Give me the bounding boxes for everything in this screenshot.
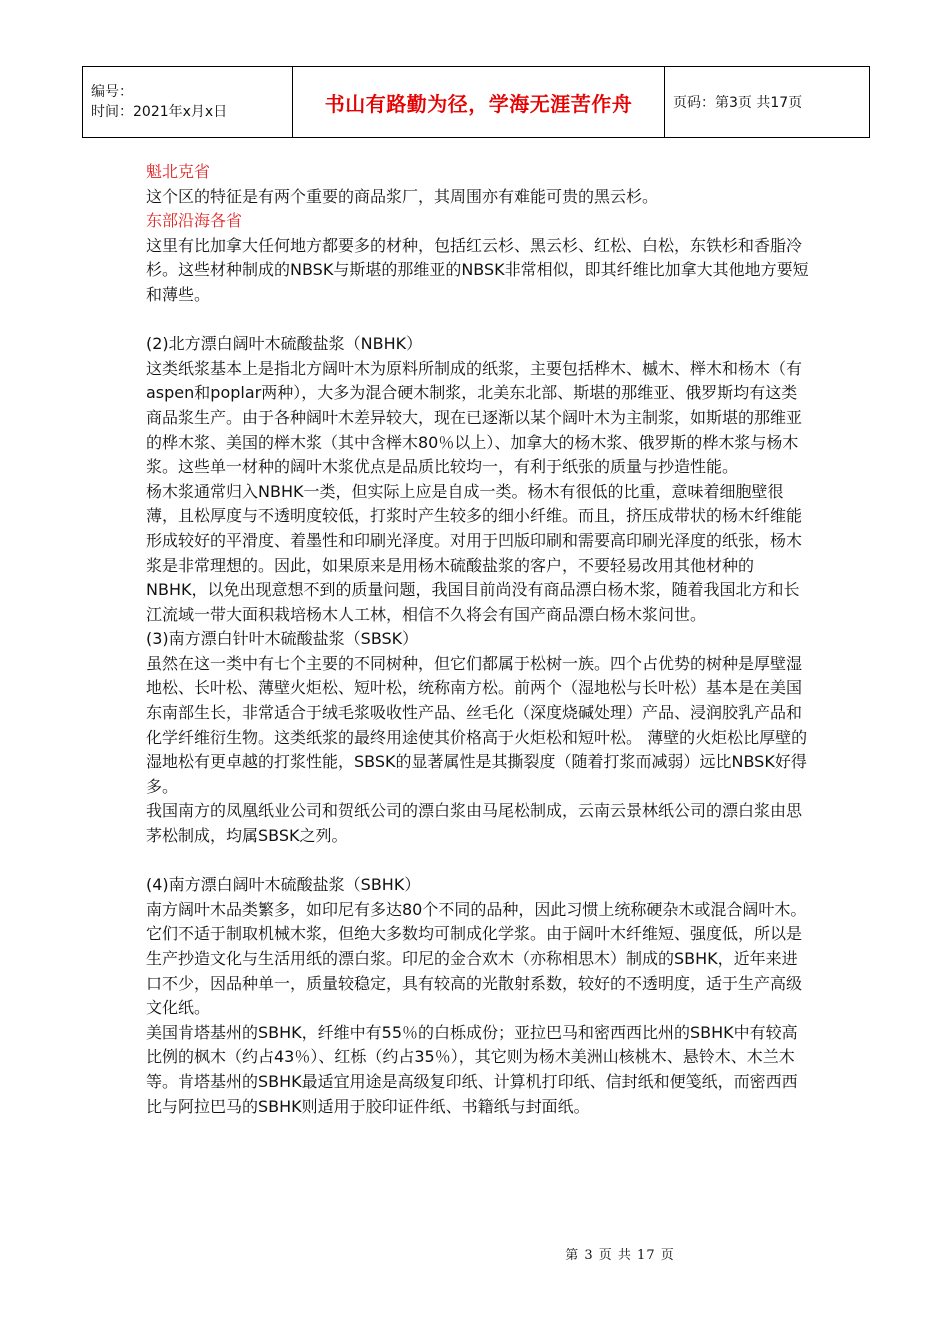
header-table [82, 66, 870, 138]
paragraph-nbhk: 这类纸浆基本上是指北方阔叶木为原料所制成的纸浆，主要包括桦木、槭木、榉木和杨木（有aspen和poplar两种），大多为混合硬木制浆，北美东北部、斯堪的那维亚、俄罗斯均有这类商品浆生产。由于各种阔叶木差异较大，现在已逐渐以某个阔叶木为主制浆，如斯堪的那维亚的桦木浆、美国的榉木浆（其中含榉木80％以上）、加拿大的杨木浆、俄罗斯的桦木浆与杨木浆。这些单一材种的阔叶木浆优点是品质比较均一，有利于纸张的质量与抄造性能。 [146, 358, 803, 477]
heading-nbhk: (2)北方漂白阔叶木硫酸盐浆（NBHK） [146, 334, 423, 354]
header-meta [83, 67, 293, 138]
paragraph-quebec: 这个区的特征是有两个重要的商品浆厂，其周围亦有难能可贵的黑云杉。 [146, 186, 659, 206]
document-body [146, 160, 812, 1119]
spacer [146, 308, 812, 333]
heading-quebec: 魁北克省 [146, 162, 211, 181]
heading-east: 东部沿海各省 [146, 211, 243, 231]
paragraph-china: 我国南方的凤凰纸业公司和贺纸公司的漂白浆由马尾松制成，云南云景林纸公司的漂白浆由思茅松制成，均属SBSK之列。 [146, 801, 803, 846]
header-time: 时间：2021年x月x日 [91, 104, 228, 120]
page-footer: 第 3 页 共 17 页 [565, 1248, 675, 1263]
paragraph-east: 这里有比加拿大任何地方都要多的材种，包括红云杉、黑云杉、红松、白松，东铁杉和香脂冷杉。这些材种制成的NBSK与斯堪的那维亚的NBSK非常相似，即其纤维比加拿大其他地方要短和薄些。 [146, 235, 809, 304]
spacer [146, 849, 812, 874]
paragraph-sbhk: 南方阔叶木品类繁多，如印尼有多达80个不同的品种，因此习惯上统称硬杂木或混合阔叶木。它们不适于制取机械木浆，但绝大多数均可制成化学浆。由于阔叶木纤维短、强度低，所以是生产抄造文化与生活用纸的漂白浆。印尼的金合欢木（亦称相思木）制成的SBHK，近年来进口不少，因品种单一，质量较稳定，具有较高的光散射系数，较好的不透明度，适于生产高级文化纸。 [146, 899, 807, 1018]
heading-sbhk: (4)南方漂白阔叶木硫酸盐浆（SBHK） [146, 875, 421, 895]
header-number: 编号： [91, 84, 133, 100]
header-page: 页码：第3页 共17页 [665, 67, 870, 138]
paragraph-aspen: 杨木浆通常归入NBHK一类，但实际上应是自成一类。杨木有很低的比重，意味着细胞壁很薄，且松厚度与不透明度较低，打浆时产生较多的细小纤维。而且，挤压成带状的杨木纤维能形成较好的平滑度、着墨性和印刷光泽度。对用于凹版印刷和需要高印刷光泽度的纸张，杨木浆是非常理想的。因此，如果原来是用杨木硫酸盐浆的客户，不要轻易改用其他材种的NBHK，以免出现意想不到的质量问题，我国目前尚没有商品漂白杨木浆，随着我国北方和长江流域一带大面积栽培杨木人工林，相信不久将会有国产商品漂白杨木浆问世。 [146, 481, 803, 624]
paragraph-sbsk: 虽然在这一类中有七个主要的不同树种，但它们都属于松树一族。四个占优势的树种是厚壁湿地松、长叶松、薄壁火炬松、短叶松，统称南方松。前两个（湿地松与长叶松）基本是在美国东南部生长，非常适合于绒毛浆吸收性产品、丝毛化（深度烧碱处理）产品、浸润胶乳产品和化学纤维衍生物。这类纸浆的最终用途使其价格高于火炬松和短叶松。 薄壁的火炬松比厚壁的湿地松有更卓越的打浆性能，SBSK的显著属性是其撕裂度（随着打浆而减弱）远比NBSK好得多。 [146, 653, 808, 796]
heading-sbsk: (3)南方漂白针叶木硫酸盐浆（SBSK） [146, 629, 419, 649]
paragraph-kentucky: 美国肯塔基州的SBHK，纤维中有55％的白栎成份；亚拉巴马和密西西比州的SBHK中有较高比例的枫木（约占43％）、红栎（约占35％），其它则为杨木美洲山核桃木、悬铃木、木兰木等。肯塔基州的SBHK最适宜用途是高级复印纸、计算机打印纸、信封纸和便笺纸，而密西西比与阿拉巴马的SBHK则适用于胶印证件纸、书籍纸与封面纸。 [146, 1022, 798, 1116]
header-motto: 书山有路勤为径，学海无涯苦作舟 [293, 67, 665, 138]
